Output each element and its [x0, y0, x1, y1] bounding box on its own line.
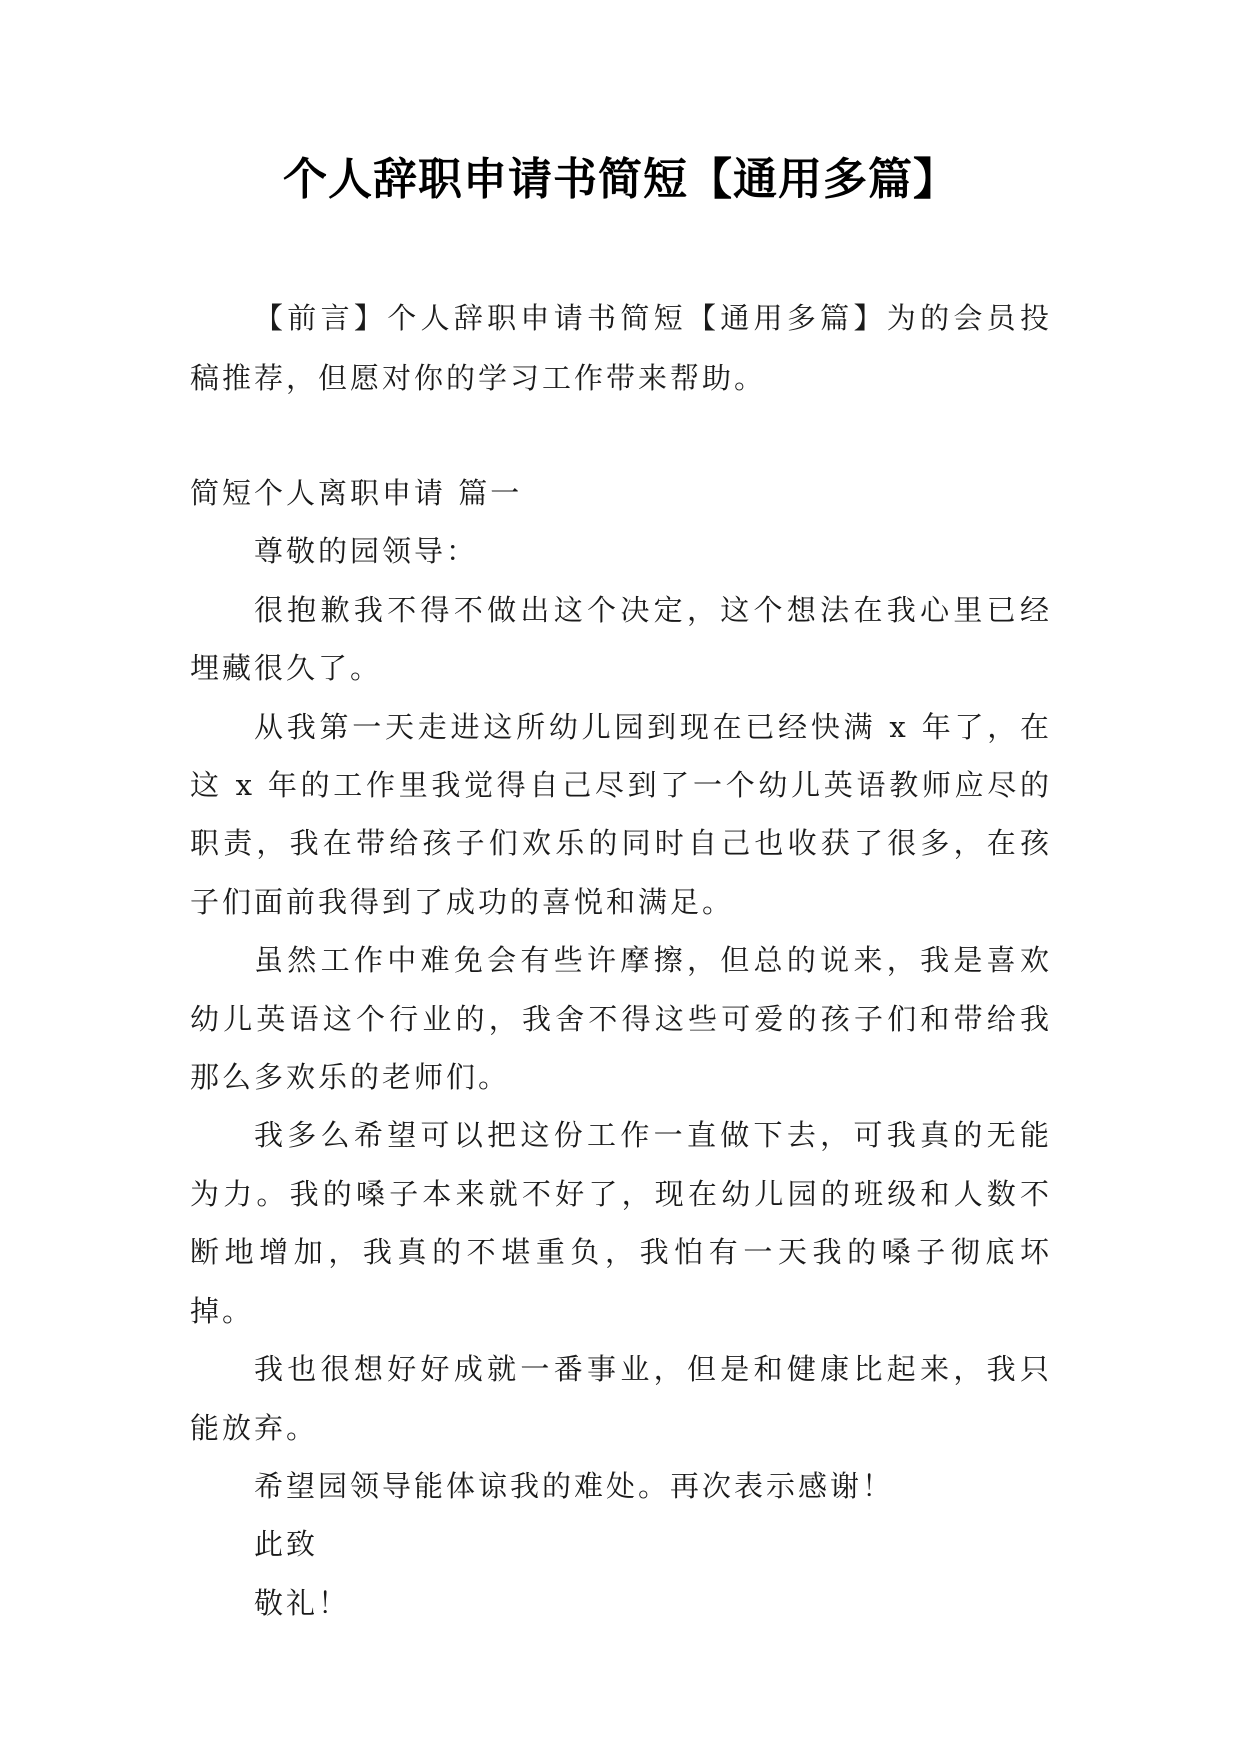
- closing-phrase: 此致: [254, 1527, 319, 1562]
- body-paragraph: 从我第一天走进这所幼儿园到现在已经快满 x 年了，在这 x 年的工作里我觉得自己尽到了一个幼儿英语教师应尽的职责，我在带给孩子们欢乐的同时自己也收获了很多，在孩子们面前我得到了成功的喜悦和满足。: [190, 709, 1052, 919]
- body-paragraph: 我多么希望可以把这份工作一直做下去，可我真的无能为力。我的嗓子本来就不好了，现在幼儿园的班级和人数不断地增加，我真的不堪重负，我怕有一天我的嗓子彻底坏掉。: [190, 1118, 1052, 1328]
- preface-paragraph: 【前言】个人辞职申请书简短【通用多篇】为的会员投稿推荐，但愿对你的学习工作带来帮助。: [190, 301, 1052, 395]
- document-title: 个人辞职申请书简短【通用多篇】: [283, 154, 958, 205]
- preface-block: [190, 288, 1052, 408]
- body-paragraph: 虽然工作中难免会有些许摩擦，但总的说来，我是喜欢幼儿英语这个行业的，我舍不得这些可爱的孩子们和带给我那么多欢乐的老师们。: [190, 943, 1052, 1095]
- salutation: 尊敬的园领导：: [254, 534, 479, 569]
- body-paragraph: 希望园领导能体谅我的难处。再次表示感谢！: [254, 1468, 895, 1503]
- body-paragraph: 我也很想好好成就一番事业，但是和健康比起来，我只能放弃。: [190, 1352, 1052, 1445]
- closing-salute: 敬礼！: [254, 1585, 351, 1620]
- letter-body: [190, 464, 1052, 1632]
- section-heading: 简短个人离职申请 篇一: [190, 476, 523, 510]
- body-paragraph: 很抱歉我不得不做出这个决定，这个想法在我心里已经埋藏很久了。: [190, 592, 1052, 686]
